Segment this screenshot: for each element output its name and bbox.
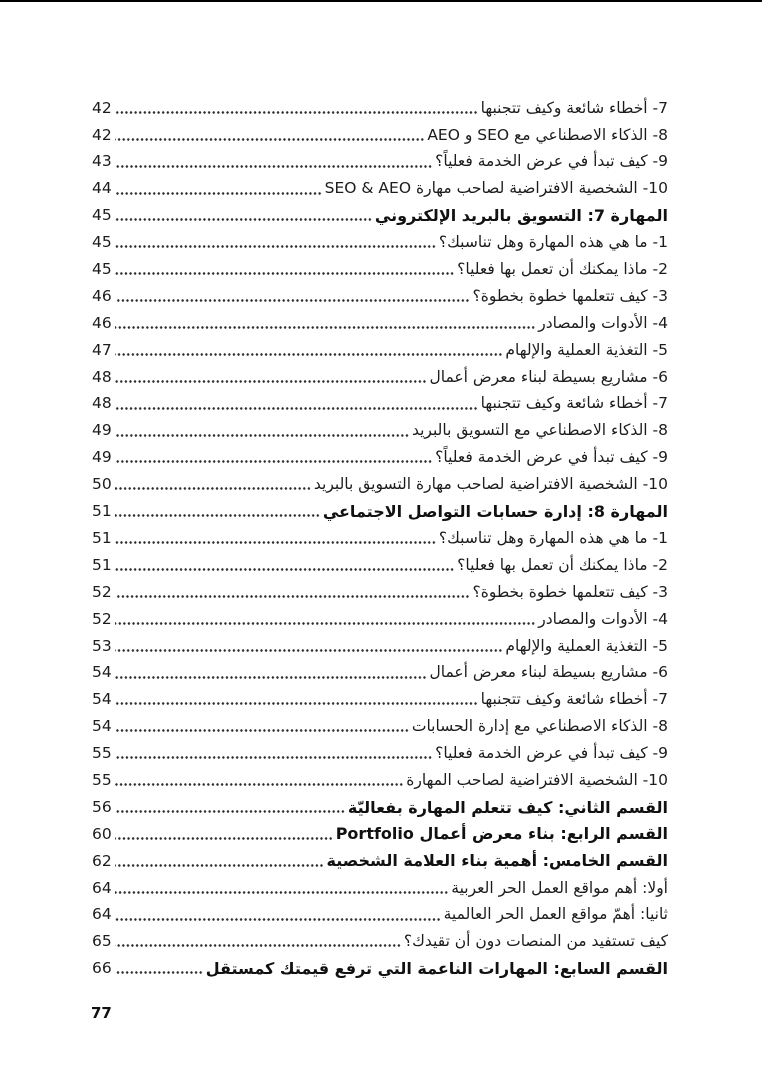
toc-page-number: 43 bbox=[92, 152, 112, 171]
toc-entry[interactable] bbox=[92, 445, 668, 472]
toc-leader-dots bbox=[115, 880, 449, 896]
toc-entry-label: 7- أخطاء شائعة وكيف تتجنبها bbox=[480, 98, 668, 117]
toc-page-number: 44 bbox=[92, 179, 112, 198]
toc-entry-label: 1- ما هي هذه المهارة وهل تناسبك؟ bbox=[438, 528, 668, 547]
toc-entry-label: 7- أخطاء شائعة وكيف تتجنبها bbox=[480, 394, 668, 413]
toc-entry[interactable] bbox=[92, 552, 668, 579]
top-window-edge bbox=[0, 0, 762, 2]
toc-entry[interactable] bbox=[92, 149, 668, 176]
toc-page-number: 50 bbox=[92, 475, 112, 494]
toc-entry[interactable] bbox=[92, 713, 668, 740]
toc-entry[interactable] bbox=[92, 283, 668, 310]
toc-entry[interactable] bbox=[92, 633, 668, 660]
toc-entry[interactable] bbox=[92, 956, 668, 983]
toc-entry[interactable] bbox=[92, 687, 668, 714]
toc-leader-dots bbox=[115, 289, 470, 305]
toc-leader-dots bbox=[115, 665, 427, 681]
toc-entry[interactable] bbox=[92, 929, 668, 956]
toc-entry[interactable] bbox=[92, 176, 668, 203]
toc-page-number: 45 bbox=[92, 260, 112, 279]
toc-leader-dots bbox=[115, 423, 409, 439]
toc-leader-dots bbox=[115, 746, 432, 762]
toc-leader-dots bbox=[115, 235, 436, 251]
toc-leader-dots bbox=[115, 853, 324, 869]
toc-entry-label: 1- ما هي هذه المهارة وهل تناسبك؟ bbox=[438, 233, 668, 252]
toc-page-number: 55 bbox=[92, 770, 112, 789]
toc-page-number: 60 bbox=[92, 824, 112, 843]
toc-entry[interactable] bbox=[92, 767, 668, 794]
toc-leader-dots bbox=[115, 316, 535, 332]
toc-leader-dots bbox=[115, 127, 425, 143]
toc-entry[interactable] bbox=[92, 740, 668, 767]
toc-page-number: 42 bbox=[92, 125, 112, 144]
toc-page-number: 52 bbox=[92, 609, 112, 628]
toc-page-number: 54 bbox=[92, 663, 112, 682]
toc-leader-dots bbox=[115, 934, 401, 950]
toc-entry-label: ثانيا: أهمّ مواقع العمل الحر العالمية bbox=[443, 905, 668, 924]
toc-entry[interactable] bbox=[92, 364, 668, 391]
toc-entry-label: المهارة 8: إدارة حسابات التواصل الاجتماعي bbox=[322, 501, 668, 521]
toc-page-number: 66 bbox=[92, 959, 112, 978]
toc-leader-dots bbox=[115, 369, 427, 385]
toc-entry-label: 8- الذكاء الاصطناعي مع إدارة الحسابات bbox=[411, 717, 668, 736]
toc-leader-dots bbox=[115, 100, 478, 116]
toc-entry[interactable] bbox=[92, 122, 668, 149]
toc-entry-label: 2- ماذا يمكنك أن تعمل بها فعليا؟ bbox=[457, 555, 668, 574]
toc-entry-label: 10- الشخصية الافتراضية لصاحب مهارة التسويق بالبريد bbox=[313, 475, 668, 494]
toc-leader-dots bbox=[115, 342, 503, 358]
toc-page-number: 65 bbox=[92, 932, 112, 951]
toc-list bbox=[92, 95, 668, 982]
toc-entry-label: أولا: أهم مواقع العمل الحر العربية bbox=[451, 878, 668, 897]
toc-entry-label: المهارة 7: التسويق بالبريد الإلكتروني bbox=[374, 206, 668, 225]
toc-entry[interactable] bbox=[92, 498, 668, 525]
toc-page-number: 45 bbox=[92, 233, 112, 252]
toc-page-number: 51 bbox=[92, 555, 112, 574]
toc-entry[interactable] bbox=[92, 391, 668, 418]
toc-page-number: 46 bbox=[92, 286, 112, 305]
toc-entry-label: 8- الذكاء الاصطناعي مع SEO و AEO bbox=[427, 125, 668, 144]
toc-page-number: 46 bbox=[92, 313, 112, 332]
toc-entry[interactable] bbox=[92, 203, 668, 230]
toc-leader-dots bbox=[115, 773, 404, 789]
toc-page-number: 64 bbox=[92, 878, 112, 897]
toc-entry[interactable] bbox=[92, 418, 668, 445]
toc-entry[interactable] bbox=[92, 95, 668, 122]
toc-leader-dots bbox=[115, 692, 478, 708]
toc-page-number: 49 bbox=[92, 421, 112, 440]
toc-leader-dots bbox=[115, 638, 503, 654]
toc-entry-label: 7- أخطاء شائعة وكيف تتجنبها bbox=[480, 690, 668, 709]
toc-page-number: 64 bbox=[92, 905, 112, 924]
toc-page-number: 62 bbox=[92, 851, 112, 870]
toc-entry[interactable] bbox=[92, 310, 668, 337]
toc-page-number: 54 bbox=[92, 690, 112, 709]
toc-entry-label: 3- كيف تتعلمها خطوة بخطوة؟ bbox=[472, 582, 668, 601]
toc-entry-label: القسم الرابع: بناء معرض أعمال Portfolio bbox=[335, 824, 668, 844]
toc-entry-label: 2- ماذا يمكنك أن تعمل بها فعليا؟ bbox=[457, 260, 668, 279]
toc-leader-dots bbox=[115, 800, 345, 816]
toc-entry[interactable] bbox=[92, 525, 668, 552]
toc-page-number: 47 bbox=[92, 340, 112, 359]
toc-leader-dots bbox=[115, 961, 203, 977]
toc-leader-dots bbox=[115, 181, 322, 197]
toc-page-number: 52 bbox=[92, 582, 112, 601]
toc-entry-label: 9- كيف تبدأ في عرض الخدمة فعلياً؟ bbox=[435, 152, 668, 171]
toc-entry[interactable] bbox=[92, 229, 668, 256]
toc-entry-label: القسم الثاني: كيف تتعلم المهارة بفعاليّة bbox=[347, 797, 668, 817]
toc-leader-dots bbox=[115, 450, 432, 466]
toc-leader-dots bbox=[115, 477, 311, 493]
toc-entry[interactable] bbox=[92, 337, 668, 364]
toc-leader-dots bbox=[115, 154, 432, 170]
toc-leader-dots bbox=[115, 584, 470, 600]
toc-entry[interactable] bbox=[92, 579, 668, 606]
toc-entry[interactable] bbox=[92, 256, 668, 283]
toc-entry-label: 8- الذكاء الاصطناعي مع التسويق بالبريد bbox=[411, 421, 668, 440]
toc-page-number: 51 bbox=[92, 502, 112, 521]
toc-entry[interactable] bbox=[92, 875, 668, 902]
toc-entry-label: القسم السابع: المهارات الناعمة التي ترفع قيمتك كمستقل bbox=[205, 958, 668, 978]
toc-entry-label: 10- الشخصية الافتراضية لصاحب المهارة bbox=[406, 770, 668, 789]
toc-entry-label: 3- كيف تتعلمها خطوة بخطوة؟ bbox=[472, 286, 668, 305]
toc-entry[interactable] bbox=[92, 821, 668, 848]
toc-entry-label: 4- الأدوات والمصادر bbox=[538, 609, 668, 628]
toc-leader-dots bbox=[115, 262, 454, 278]
toc-page-number: 42 bbox=[92, 98, 112, 117]
toc-entry-label: 9- كيف تبدأ في عرض الخدمة فعلياً؟ bbox=[435, 448, 668, 467]
toc-entry[interactable] bbox=[92, 794, 668, 821]
toc-page-number: 45 bbox=[92, 206, 112, 225]
toc-page-number: 49 bbox=[92, 448, 112, 467]
toc-entry[interactable] bbox=[92, 471, 668, 498]
toc-page-number: 48 bbox=[92, 367, 112, 386]
toc-entry[interactable] bbox=[92, 660, 668, 687]
toc-entry-label: 4- الأدوات والمصادر bbox=[538, 313, 668, 332]
toc-entry[interactable] bbox=[92, 606, 668, 633]
toc-entry-label: 6- مشاريع بسيطة لبناء معرض أعمال bbox=[429, 367, 668, 386]
toc-entry[interactable] bbox=[92, 902, 668, 929]
toc-leader-dots bbox=[115, 531, 436, 547]
toc-entry-label: 5- التغذية العملية والإلهام bbox=[505, 340, 668, 359]
toc-leader-dots bbox=[115, 558, 454, 574]
toc-leader-dots bbox=[115, 611, 535, 627]
toc-page-number: 56 bbox=[92, 797, 112, 816]
toc-leader-dots bbox=[115, 396, 478, 412]
toc-entry-label: 9- كيف تبدأ في عرض الخدمة فعليا؟ bbox=[435, 744, 668, 763]
toc-entry[interactable] bbox=[92, 848, 668, 875]
toc-leader-dots bbox=[115, 719, 409, 735]
toc-entry-label: 10- الشخصية الافتراضية لصاحب مهارة SEO & AEO bbox=[324, 179, 668, 198]
toc-page-number: 48 bbox=[92, 394, 112, 413]
page-number: 77 bbox=[91, 1004, 112, 1022]
toc-leader-dots bbox=[115, 826, 333, 842]
toc-page-number: 54 bbox=[92, 717, 112, 736]
toc-entry-label: القسم الخامس: أهمية بناء العلامة الشخصية bbox=[326, 851, 668, 871]
toc-entry-label: كيف تستفيد من المنصات دون أن تقيدك؟ bbox=[403, 932, 668, 951]
toc-entry-label: 5- التغذية العملية والإلهام bbox=[505, 636, 668, 655]
toc-page-number: 53 bbox=[92, 636, 112, 655]
toc-leader-dots bbox=[115, 208, 372, 224]
toc-entry-label: 6- مشاريع بسيطة لبناء معرض أعمال bbox=[429, 663, 668, 682]
toc-page-number: 55 bbox=[92, 744, 112, 763]
toc-leader-dots bbox=[115, 907, 441, 923]
toc-leader-dots bbox=[115, 504, 320, 520]
toc-page-number: 51 bbox=[92, 528, 112, 547]
